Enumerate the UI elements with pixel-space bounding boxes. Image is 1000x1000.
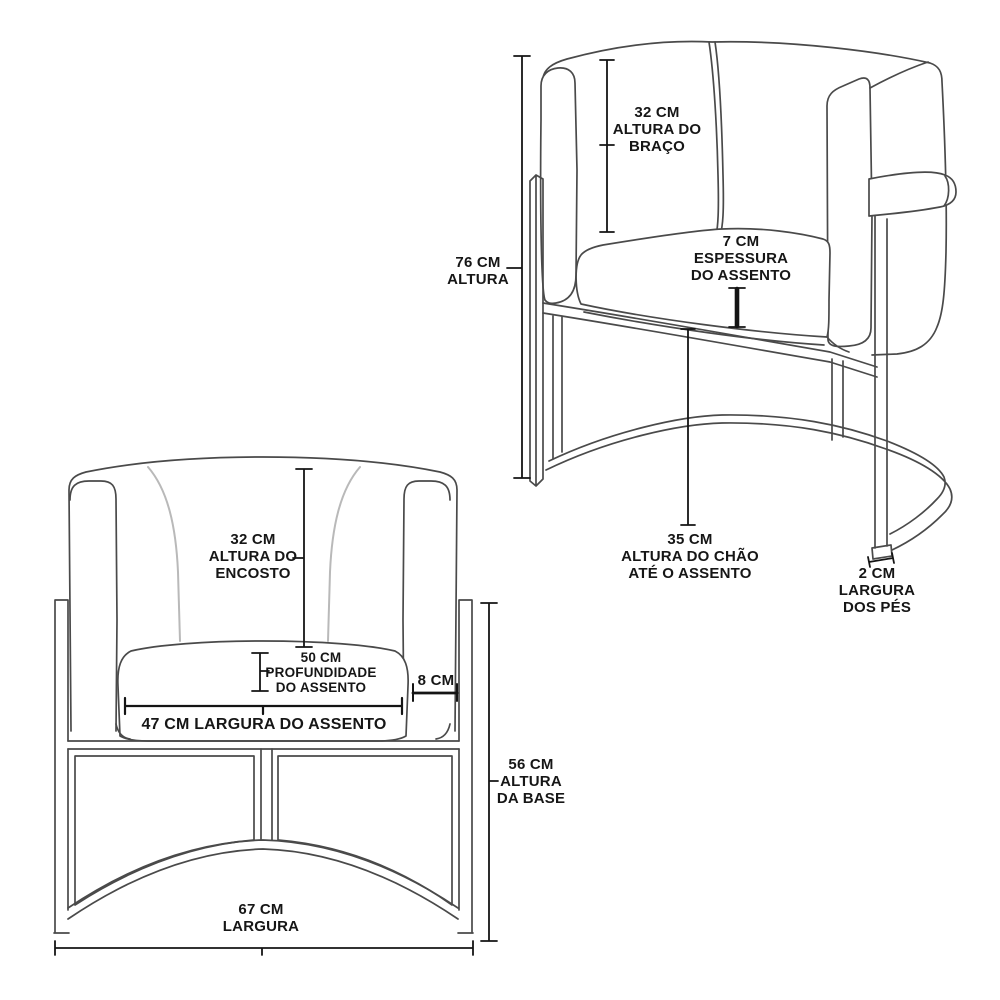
label-line: PROFUNDIDADE	[265, 665, 377, 680]
label-line: ALTURA DO CHÃO	[621, 548, 759, 565]
label-seat-depth	[265, 650, 376, 695]
label-total-height	[447, 254, 509, 288]
label-floor-to-seat	[621, 531, 759, 582]
front-frame-strut	[261, 749, 272, 840]
label-line: ATÉ O ASSENTO	[628, 565, 752, 582]
label-line: DO ASSENTO	[275, 680, 367, 695]
label-back-height	[209, 531, 297, 582]
label-line: ALTURA	[500, 773, 562, 790]
perspective-chair	[530, 42, 956, 559]
dim-line-total-width	[55, 941, 473, 955]
label-line: 35 CM	[667, 531, 713, 548]
label-line: LARGURA	[838, 582, 916, 599]
label-line: 7 CM	[722, 233, 760, 250]
left-back-panel	[541, 68, 577, 303]
frame-curved-base	[546, 415, 952, 550]
label-line: 76 CM	[455, 254, 501, 271]
label-line: 32 CM	[230, 531, 276, 548]
front-chair	[54, 457, 473, 933]
label-base-height	[497, 756, 565, 807]
label-feet-width	[839, 565, 915, 616]
label-line: 2 CM	[858, 565, 896, 582]
label-line: BRAÇO	[628, 138, 685, 155]
label-line: 67 CM	[238, 901, 284, 918]
label-line: DA BASE	[496, 790, 566, 807]
label-line: ALTURA DO	[612, 121, 702, 138]
frame-left-inner-edge	[553, 316, 562, 459]
label-line: LARGURA	[222, 918, 300, 935]
right-arm-top-fold	[870, 62, 928, 88]
label-line: DOS PÉS	[842, 599, 912, 616]
dim-line-base-height	[481, 603, 498, 941]
label-line: 8 CM	[417, 672, 455, 689]
front-left-arm-panel	[70, 481, 117, 731]
right-arm-cushion	[827, 78, 872, 346]
front-frame-bar	[68, 741, 459, 749]
label-arm-height	[613, 104, 701, 155]
label-line: ALTURA DO	[208, 548, 298, 565]
dim-line-total-height	[507, 56, 530, 478]
label-arm-width	[418, 672, 455, 689]
back-seam	[709, 42, 723, 236]
label-line: DO ASSENTO	[690, 267, 792, 284]
label-seat-thickness	[691, 233, 791, 284]
label-line: ESPESSURA	[693, 250, 789, 267]
label-line: 50 CM	[300, 650, 342, 665]
label-line: ENCOSTO	[215, 565, 291, 582]
frame-right-foot	[872, 545, 892, 559]
label-line: 56 CM	[508, 756, 554, 773]
frame-band	[869, 172, 956, 216]
label-line: 47 CM LARGURA DO ASSENTO	[141, 716, 387, 733]
frame-right-outer-post	[875, 216, 887, 548]
label-line: ALTURA	[447, 271, 509, 288]
label-line: 32 CM	[634, 104, 680, 121]
label-total-width	[223, 901, 299, 935]
label-seat-width	[141, 716, 386, 734]
